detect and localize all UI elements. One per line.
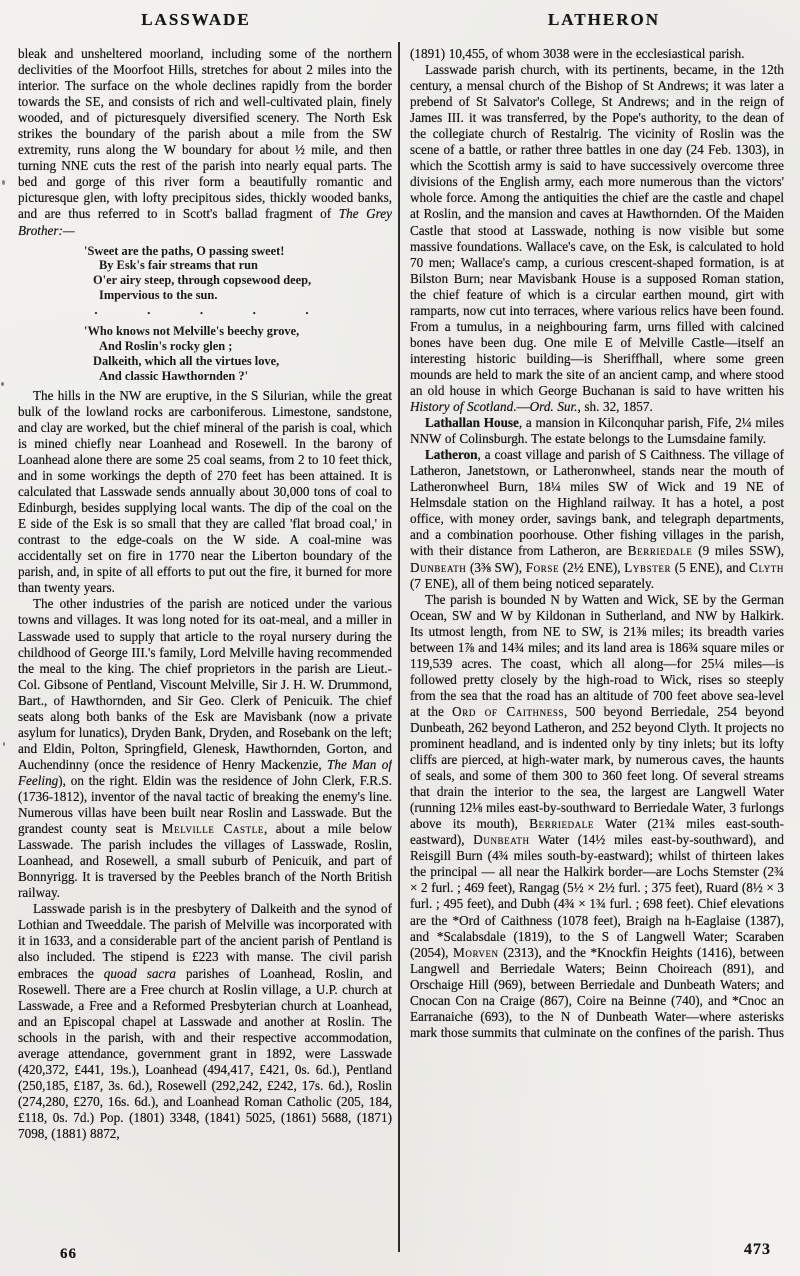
text-segment: The hills in the NW are eruptive, in the S Silurian, while the great bulk of the lowland rocks are carboniferous. Limestone, sandstone, and clay are worked, but the chief mineral of the parish is coal, which is mined chiefly near Loanhead and Rosewell. In the barony of Loanhead alone there are some 25 coal seams, from 2 to 10 feet thick, and in some workings the depth of 270 feet has been attained. It is calculated that Lasswade sends annually about 30,000 tons of coal to Edinburgh, besides supplying local wants. The dip of the coal on the E side of the Esk is so small that they are called 'flat broad coal,' in contrast to the edge-coals on the W side. A coal-mine was accidentally set on fire in 1770 near the Liberton boundary of the parish, and, in spite of all efforts to put out the fire, it burned for more than twenty years.: [18, 387, 392, 596]
verse-line: Impervious to the sun.: [99, 288, 218, 303]
text-segment: parishes of Loanhead, Roslin, and Rosewell. There are a Free church at Roslin village, a U.P. church at Lasswade, a Free and a Reformed Presbyterian church at Loanhead, and an Episcopal chapel at Lasswade and another at Roslin. The schools in the parish, with and their respective accommodation, average attendance, government grant in 1892, were Lasswade (420,372, £441, 19s.), Loanhead (494,417, £421, 0s. 6d.), Pentland (250,185, £187, 3s. 6d.), Rosewell (292,242, £242, 17s. 6d.), Roslin (274,280, £270, 16s. 6d.), and Loanhead Roman Catholic (205, 184, £118, 0s. 7d.) Pop. (1801) 3348, (1841) 5025, (1861) 5688, (1871) 7098, (1881) 8872,: [18, 965, 392, 1141]
paragraph: [18, 901, 392, 1142]
scan-artifact: [2, 180, 5, 185]
scan-artifact: [1, 382, 4, 386]
text-segment: Dunbeath: [410, 559, 467, 575]
right-column: [410, 46, 784, 1246]
text-segment: , 500 beyond Berriedale, 254 beyond Dunbeath, 262 beyond Latheron, and 252 beyond Clyth. It projects no prominent headland, and is indented only by tiny inlets; but its lofty cliffs are pierced, at high-water mark, by numerous caves, the haunts of seals, and some of them 300 to 360 feet long. Of several streams that drain the interior to the sea, the largest are Langwell Water (running 12⅛ miles east-by-southward to Berriedale Water, 3 furlongs above its mouth),: [410, 703, 784, 832]
text-segment: quoad sacra: [103, 965, 177, 981]
column-divider-rule: [398, 42, 400, 1252]
text-segment: Clyth: [749, 559, 784, 575]
verse-line: Dalkeith, which all the virtues love,: [93, 354, 280, 368]
verse-line: And classic Hawthornden ?': [99, 368, 249, 383]
text-segment: Ord. Sur.: [529, 399, 578, 415]
text-segment: The parish is bounded N by Watten and Wick, SE by the German Ocean, SW and W by Kildonan in Sutherland, and NW by Halkirk. Its utmost length, from NE to SW, is 21⅜ miles; its breadth varies between 1⅞ and 14¾ miles; and its land area is 186¾ square miles or 119,539 acres. The coast, which all along—for 25¼ miles—is followed pretty closely by the high-road to Wick, rises so steeply from the sea that the road has an altitude of 700 feet above sea-level at the: [410, 591, 784, 719]
text-segment: Berriedale: [627, 543, 693, 559]
verse-line: 'Sweet are the paths, O passing sweet!: [84, 243, 285, 258]
text-segment: (1891) 10,455, of whom 3038 were in the ecclesiastical parish.: [410, 46, 745, 61]
text-segment: , a coast village and parish of S Caithness. The village of Latheron, Janetstown, or Latheronwheel, stands near the mouth of Latheronwheel Burn, 18¼ miles SW of Wick and 19 NE of Helmsdale station on the Highland railway. It has a hotel, a post office, with money order, savings bank, and telegraph departments, and a combination poorhouse. Other fishing villages in the parish, with their distance from Latheron, are: [410, 447, 784, 559]
text-segment: Morven: [453, 944, 499, 960]
text-segment: (5 ENE), and: [671, 559, 750, 575]
text-segment: Latheron: [425, 447, 478, 463]
ellipsis-dot: ·: [304, 306, 309, 321]
text-segment: The Grey Brother:—: [18, 206, 392, 238]
text-segment: (2½ ENE),: [559, 559, 625, 575]
text-segment: , sh. 32, 1857.: [577, 399, 653, 415]
paragraph: [410, 592, 784, 1041]
verse-stanza: [84, 244, 392, 304]
verse-ellipsis-dots: [94, 307, 309, 319]
running-head-right: LATHERON: [547, 10, 661, 29]
text-segment: bleak and unsheltered moorland, including some of the northern declivities of the Moorfoot Hills, stretches for about 2 miles into the interior. The surface on the whole declines rapidly from the border towards the SE, and consists of rich and well-cultivated plain, finely wooded, and of picturesquely diversified scenery. The North Esk strikes the boundary of the parish about a mile from the SW extremity, runs along the W boundary for about ½ mile, and then turning NNE cuts the rest of the parish into nearly equal parts. The bed and gorge of this river form a beautifully romantic and picturesque glen, with lofty precipitous sides, thickly wooded banks, and are thus referred to in Scott's ballad fragment of: [18, 46, 392, 222]
paragraph: [410, 46, 784, 62]
text-segment: Water (14½ miles east-by-southward), and Reisgill Burn (4¾ miles south-by-eastward); whilst of thirteen lakes the principal — all near the Halkirk border—are Lochs Stemster (2¾ × 2 furl. ; 469 feet), Rangag (5½ × 2½ furl. ; 375 feet), Ruard (8½ × 3 furl. ; 495 feet), and Dubh (4¾ × 1¾ furl. ; 698 feet). Chief elevations are the *Ord of Caithness (1078 feet), Braigh na h-Eaglaise (1387), and *Scalabsdale (1819), to the S of Langwell Water; Scaraben (2054),: [410, 832, 784, 960]
text-segment: (3⅜ SW),: [466, 559, 526, 575]
paragraph: [410, 415, 784, 447]
text-segment: (2313), and the *Knockfin Heights (1416), between Langwell and Berriedale Waters; Beinn Choireach (891), and Orschaige Hill (969), between Berriedale and Dunbeath Waters; and Cnocan Con na Craige (867), Coire na Beinne (740), and *Cnoc an Earranaiche (693), to the N of Dunbeath Water—where asterisks mark those summits that culminate on the confines of the parish. Thus: [410, 944, 784, 1040]
text-segment: Melville Castle: [161, 821, 264, 837]
page-number-right: 473: [744, 1241, 771, 1258]
text-segment: Lasswade parish church, with its pertinents, became, in the 12th century, a mensal church of the Bishop of St Andrews; it was later a prebend of St Salvator's College, St Andrews; and in the reign of James III. it was transferred, by the Pope's authority, to the dean of the collegiate church of Restalrig. The vicinity of Roslin was the scene of a battle, or rather three battles in one day (24 Feb. 1303), in which the Scottish army is said to have successively overcome three divisions of the English army, each more numerous than the victors' whole force. Among the antiquities the chief are the castle and chapel at Roslin, and the mansion and caves at Hawthornden. Of the Maiden Castle that stood at Lasswade, nothing is now visible but some massive foundations. Wallace's cave, on the Esk, is calculated to hold 70 men; Wallace's camp, a curious crescent-shaped formation, is at Bilston Burn; near Mavisbank House is a supposed Roman station, the chief feature of which is a circular earthen mound, girt with ramparts, now cut into terraces, where various relics have been found. From a tumulus, in a neighbouring farm, urns filled with calcined bones have been dug. One mile E of Melville Castle—itself an interesting historic building—is Sheriffhall, where some green mounds are held to mark the site of an ancient camp, and where stood an old house in which George Buchanan is said to have written his: [410, 62, 784, 398]
text-segment: Forse: [525, 559, 560, 575]
scan-artifact: [3, 742, 5, 746]
text-segment: The other industries of the parish are noticed under the various towns and villages. It was long noted for its oat-meal, and a miller in Lasswade used to supply that article to the royal nursery during the childhood of George III.'s family, Lord Melville having recommended the meal to the king. The chief proprietors in the parish are Lieut.-Col. Gibsone of Pentland, Viscount Melville, Sir J. H. W. Drummond, Bart., of Hawthornden, and Sir Geo. Clerk of Penicuik. The chief seats along both banks of the Esk are Mavisbank (now a private asylum for lunatics), Dryden Bank, Dryden, and Rosebank on the left; and Eldin, Polton, Springfield, Glenesk, Hawthornden, Gorton, and Auchendinny (once the residence of Henry Mackenzie,: [18, 596, 392, 772]
text-segment: (7 ENE), all of them being noticed separately.: [410, 575, 655, 591]
ellipsis-dot: ·: [252, 306, 257, 321]
text-segment: Lathallan House: [425, 415, 519, 431]
text-segment: Lybster: [624, 559, 672, 575]
verse-stanza: [84, 324, 392, 384]
verse-line: And Roslin's rocky glen ;: [99, 339, 233, 354]
running-heads: [0, 10, 800, 36]
text-segment: .—: [513, 399, 530, 415]
ellipsis-dot: ·: [146, 306, 151, 321]
left-column: [18, 46, 392, 1246]
text-segment: Dunbeath: [473, 832, 530, 848]
text-segment: (9 miles SSW),: [692, 543, 784, 559]
text-segment: Berriedale: [529, 816, 595, 832]
paragraph: [18, 388, 392, 597]
text-segment: , about a mile below Lasswade. The parish includes the villages of Lasswade, Roslin, Loanhead, and Rosewell, a small suburb of Penicuik, and part of Bonnyrigg. It is traversed by the Peebles branch of the North British railway.: [18, 821, 392, 901]
verse-line: By Esk's fair streams that run: [99, 258, 258, 273]
text-segment: Ord of Caithness: [452, 703, 565, 719]
paragraph: [18, 46, 392, 239]
paragraph: [18, 596, 392, 901]
page-number-left: 66: [60, 1246, 77, 1262]
paragraph: [410, 447, 784, 591]
running-head-left: LASSWADE: [141, 10, 251, 29]
ellipsis-dot: ·: [94, 306, 99, 321]
ellipsis-dot: ·: [199, 306, 204, 321]
text-segment: The Man of Feeling: [18, 756, 392, 788]
text-segment: Lasswade parish is in the presbytery of Dalkeith and the synod of Lothian and Tweeddale. The parish of Melville was incorporated with it in 1633, and a considerable part of the ancient parish of Pentland is also included. The stipend is £223 with manse. The civil parish embraces the: [18, 901, 392, 981]
text-segment: History of Scotland: [410, 399, 514, 415]
text-segment: ), on the right. Eldin was the residence of John Clerk, F.R.S. (1736-1812), inventor of the naval tactic of breaking the enemy's line. Numerous villas have been built near Roslin and Lasswade. But the grandest county seat is: [18, 772, 392, 837]
text-segment: , a mansion in Kilconquhar parish, Fife, 2¼ miles NNW of Colinsburgh. The estate belongs to the Lumsdaine family.: [410, 415, 784, 447]
verse-line: 'Who knows not Melville's beechy grove,: [84, 324, 300, 339]
paragraph: [410, 62, 784, 415]
text-segment: Water (21¾ miles east-south-eastward),: [410, 816, 784, 848]
verse-line: O'er airy steep, through copsewood deep,: [93, 273, 312, 288]
